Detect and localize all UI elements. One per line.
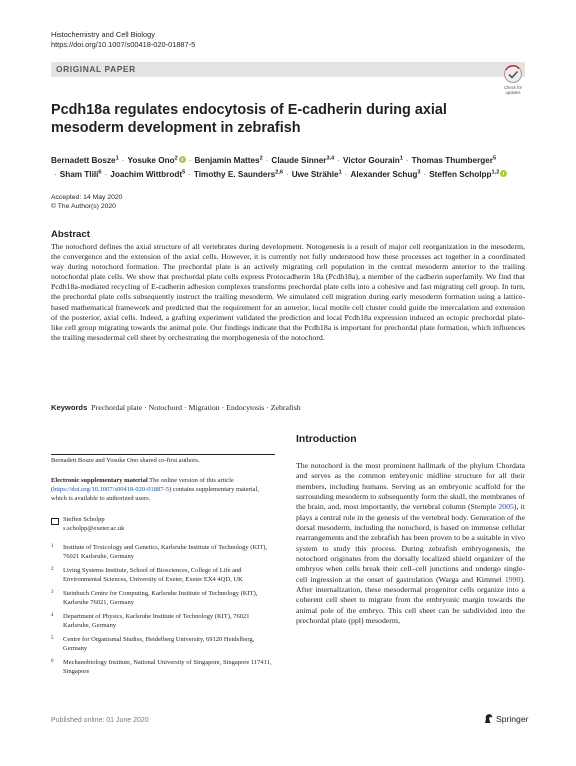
author[interactable]: [60, 170, 102, 179]
affiliation-item: [51, 613, 275, 631]
affiliation-text: Living Systems Institute, School of Biosciences, College of Life and Environmental Sciences, University of Exeter, Exeter EX4 4QD, UK: [63, 567, 243, 583]
esm-note: [51, 477, 275, 503]
author[interactable]: [271, 156, 334, 165]
affiliation-item: [51, 659, 275, 677]
author-list: [51, 152, 525, 181]
author-separator: ·: [344, 170, 348, 180]
accepted-date: Accepted: 14 May 2020: [51, 194, 123, 201]
affiliation-text: Department of Physics, Karlsruhe Institute of Technology (KIT), 76021 Karlsruhe, Germany: [63, 613, 250, 630]
author[interactable]: [412, 156, 497, 165]
affiliation-number: 2: [51, 567, 54, 573]
author-affiliation-sup: 1: [115, 155, 119, 161]
cofirst-note: Bernadett Bosze and Yosuke Ono shared co-first authors.: [51, 457, 200, 464]
author-separator: ·: [188, 155, 192, 165]
author-name: Uwe Strähle: [291, 170, 339, 180]
intro-text-part: The notochord is the most prominent hallmark of the phylum Chordata and serves as the common embryonic midline structure for all their members, including humans. Serving as an embryonic scaffold for the surrounding mesoderm to subsequently form the skull, the membranes of the brain, and, most importantly, the vertebral column (Stemple: [296, 461, 525, 512]
author-separator: ·: [54, 170, 57, 180]
author-affiliation-sup: 5: [182, 169, 186, 176]
author-name: Bernadett Bosze: [51, 155, 116, 165]
abstract-text: The notochord defines the axial structure of all vertebrates during development. Notogenesis is a result of major cell reorganization in the mesoderm, the convergence and the extension of the axial cells. However, it is currently not fully understood how these processes act together in a coordinated way during notochord formation. The prechordal plate is an actively migrating cell population in the central mesoderm anterior to the trailing notochordal plate cells. We show that prechordal plate cells express Protocadherin 18a (Pcdh18a), a member of the cadherin superfamily. We find that Pcdh18a-mediated recycling of E-cadherin adhesion complexes transforms prechordal plate cells into a cohesive and fast migrating cell group. In turn, the prechordal plate cells subsequently instruct the trailing mesoderm. We simulated cell migration during early mesoderm formation using a lattice-based mathematical framework and predicted that the requirement for an anterior, local motile cell cluster could guide the intercalation and extension of the posterior, axial cells. Indeed, a grafting experiment validated the prediction and local Pcdh18a expression induced an ectopic prechordal plate-like cell group migrating towards the animal pole. Our findings indicate that the Pcdh18a is important for prechordal plate formation, which influences the trailing mesodermal cell sheet by orchestrating the morphogenesis of the notochord.: [51, 242, 525, 342]
author[interactable]: [194, 170, 283, 179]
esm-link[interactable]: https://doi.org/10.1007/s00418-020-01887-5: [53, 485, 169, 493]
affiliation-text: Institute of Toxicology and Genetics, Karlsruhe Institute of Technology (KIT), 76021 Karlsruhe, Germany: [63, 544, 268, 560]
intro-text-part: ), it plays a central role in the genesis of the vertebral body. Generation of the dorsal mesoderm, including the notochord, is based on immense cellular rearrangements and the zebrafish has been proven to be a suitable in vivo system to study this process. During zebrafish embryogenesis, the notochord originates from the dorsally localized shield organizer of the embryos when cells break their cell–cell junctions and undergo single-cell ingression at the onset of gastrulation (Warga and Kimmel: [296, 502, 526, 584]
author-name: Thomas Thumberger: [411, 155, 494, 165]
author-separator: ·: [337, 155, 340, 165]
keywords-line: [51, 403, 525, 412]
author-separator: ·: [286, 170, 289, 180]
affiliation-number: 1: [51, 544, 54, 549]
publisher-logo[interactable]: [483, 713, 528, 724]
esm-text: The online version of this article (: [51, 477, 234, 493]
author[interactable]: [127, 156, 185, 165]
author-affiliation-sup: 3,4: [326, 155, 335, 161]
journal-name: Histochemistry and Cell Biology: [51, 30, 155, 39]
author-name: Alexander Schug: [350, 170, 418, 180]
author[interactable]: [110, 170, 185, 179]
author-name: Yosuke Ono: [127, 155, 175, 165]
author-affiliation-sup: 1: [338, 169, 342, 176]
author[interactable]: [350, 170, 420, 179]
author-separator: ·: [265, 155, 269, 165]
affiliation-number: 4: [51, 613, 54, 619]
author-affiliation-sup: 6: [98, 169, 102, 176]
author-separator: ·: [188, 170, 191, 180]
corresponding-name: Steffen Scholpp: [63, 516, 105, 523]
citation-link[interactable]: 2005: [498, 502, 514, 512]
doi-link[interactable]: https://doi.org/10.1007/s00418-020-01887-5: [51, 40, 196, 49]
author-affiliation-sup: 2: [259, 155, 263, 161]
affiliation-text: Steinbuch Centre for Computing, Karlsruhe Institute of Technology (KIT), Karlsruhe 76021, Germany: [63, 590, 258, 606]
affiliation-text: Mechanobiology Institute, National University of Singapore, Singapore 117411, Singapore: [63, 659, 272, 676]
springer-horse-icon: [483, 713, 494, 724]
affiliation-text: Centre for Organismal Studies, Heidelberg University, 69120 Heidelberg, Germany: [63, 636, 255, 653]
author-separator: ·: [121, 155, 125, 165]
keywords-label: Keywords: [51, 403, 88, 412]
author-affiliation-sup: 1: [399, 155, 403, 161]
article-dates: [51, 193, 122, 211]
affiliation-item: [51, 590, 275, 608]
intro-text-part: ). After internalization, these mesodermal progenitor cells organize into a coherent cell sheet to migrate from the embryonic margin towards the animal pole of the embryo. This cell sheet can be subdivided into the prechordal plate (ppl) mesoderm,: [296, 574, 525, 626]
keywords-text: Prechordal plate · Notochord · Migration · Endocytosis · Zebrafish: [91, 403, 301, 412]
author-affiliation-sup: 2: [174, 155, 178, 161]
copyright-line: © The Author(s) 2020: [51, 203, 116, 210]
affiliation-item: [51, 544, 275, 562]
affiliation-number: 3: [51, 590, 54, 596]
author-affiliation-sup: 3: [417, 169, 421, 176]
published-online: Published online: 01 June 2020: [51, 717, 149, 724]
check-updates-label[interactable]: Check for updates: [504, 85, 522, 95]
author-name: Timothy E. Saunders: [193, 170, 276, 180]
author[interactable]: [195, 156, 263, 165]
author-affiliation-sup: 2,6: [275, 169, 283, 176]
abstract-heading: Abstract: [51, 229, 90, 240]
author-name: Victor Gourain: [343, 155, 400, 165]
affiliation-item: [51, 567, 275, 585]
affiliation-item: [51, 636, 275, 654]
introduction-heading: Introduction: [296, 434, 357, 445]
orcid-icon[interactable]: [500, 170, 507, 177]
footnote-rule: [51, 454, 275, 455]
author[interactable]: [429, 170, 507, 179]
esm-text: ) contains supplementary material, which is available to authorized users.: [51, 485, 259, 502]
author-affiliation-sup: 1,2: [491, 169, 500, 176]
corresponding-author: [51, 516, 275, 534]
envelope-icon: [51, 518, 59, 525]
author-affiliation-sup: 5: [493, 155, 497, 161]
author-name: Joachim Wittbrodt: [110, 170, 183, 180]
author-name: Sham Tlili: [59, 170, 99, 180]
author-name: Benjamin Mattes: [194, 155, 260, 165]
affiliation-number: 5: [51, 636, 54, 642]
esm-label: Electronic supplementary material: [51, 477, 148, 484]
author-name: Claude Sinner: [271, 155, 327, 165]
article-title: Pcdh18a regulates endocytosis of E-cadherin during axial mesoderm development in zebrafish: [51, 102, 447, 136]
author-separator: ·: [405, 155, 409, 165]
publisher-name: Springer: [496, 714, 529, 724]
author-name: Steffen Scholpp: [429, 170, 492, 180]
journal-header: [51, 30, 195, 50]
corresponding-email[interactable]: s.scholpp@exeter.ac.uk: [63, 524, 125, 532]
author[interactable]: [51, 156, 119, 165]
citation-link[interactable]: 1990: [504, 574, 521, 584]
author[interactable]: [343, 156, 403, 165]
author[interactable]: [292, 170, 342, 179]
author-separator: ·: [104, 170, 108, 180]
section-label: ORIGINAL PAPER: [56, 64, 136, 74]
orcid-icon[interactable]: [179, 156, 186, 163]
affiliation-number: 6: [51, 659, 54, 665]
author-separator: ·: [423, 170, 427, 180]
affiliation-list: [51, 544, 275, 683]
introduction-text: [296, 461, 525, 627]
